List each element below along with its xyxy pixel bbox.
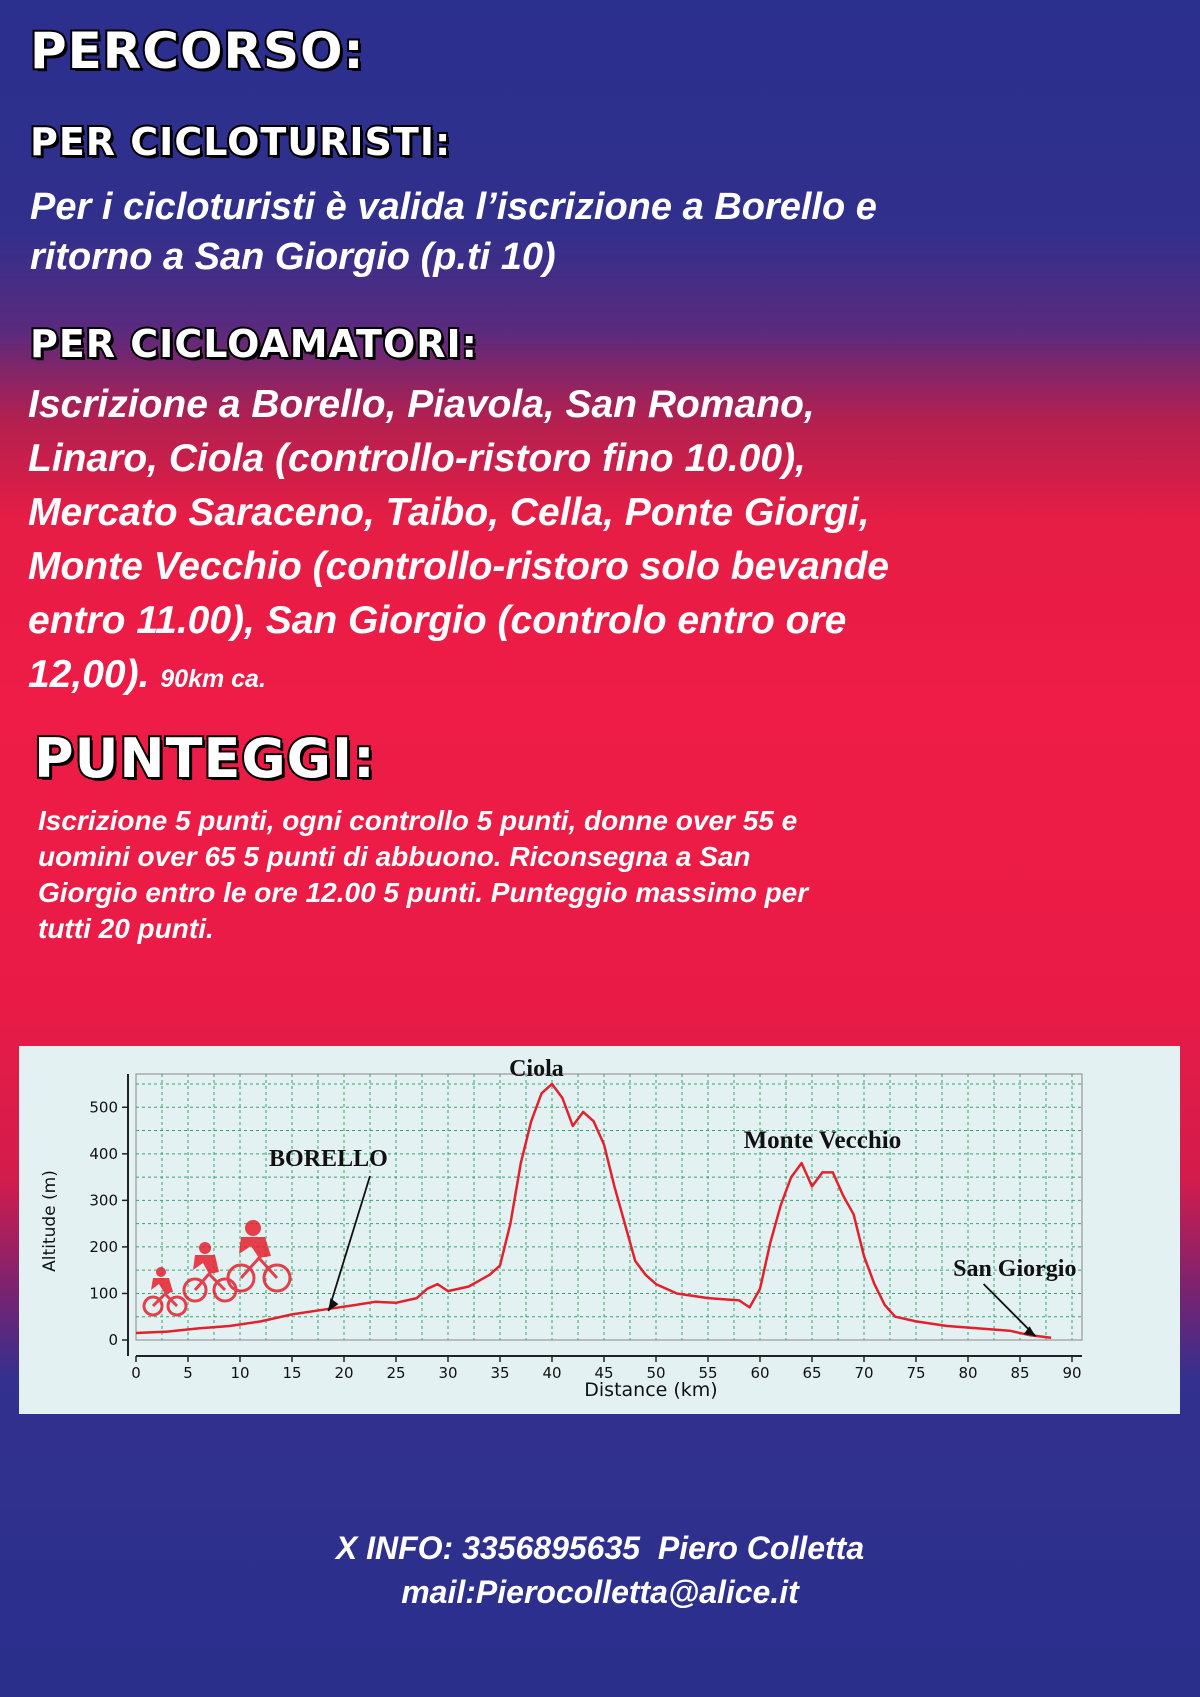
x-tick-label: 30 <box>438 1364 458 1382</box>
annotation-label: Ciola <box>509 1056 564 1082</box>
x-tick-label: 60 <box>750 1364 770 1382</box>
punteggi-text <box>38 803 808 947</box>
plot-frame <box>136 1074 1082 1340</box>
elevation-profile-chart <box>19 1046 1180 1414</box>
cicloamatori-line: entro 11.00), San Giorgio (controlo entro ore <box>28 599 847 642</box>
x-tick-label: 40 <box>542 1364 562 1382</box>
cicloturisti-line-1: Per i cicloturisti è valida l’iscrizione a Borello e <box>30 186 877 228</box>
cicloturisti-text <box>30 182 877 282</box>
punteggi-title: PUNTEGGI: <box>34 727 376 790</box>
x-tick-label: 55 <box>698 1364 718 1382</box>
x-axis-label: Distance (km) <box>584 1379 718 1401</box>
punteggi-line: Giorgio entro le ore 12.00 5 punti. Punteggio massimo per <box>38 877 809 908</box>
y-tick-label: 0 <box>108 1331 118 1349</box>
cicloamatori-line: Linaro, Ciola (controllo-ristoro fino 10.00), <box>28 437 806 480</box>
annotation-label: BORELLO <box>269 1146 388 1172</box>
cicloamatori-line: Mercato Saraceno, Taibo, Cella, Ponte Giorgi, <box>28 491 870 534</box>
x-tick-label: 25 <box>386 1364 406 1382</box>
x-tick-label: 70 <box>854 1364 874 1382</box>
cicloamatori-line: Monte Vecchio (controllo-ristoro solo bevande <box>28 545 889 588</box>
footer-info: X INFO: 3356895635 Piero Colletta <box>335 1530 865 1566</box>
x-tick-label: 15 <box>282 1364 302 1382</box>
elevation-series-line <box>136 1084 1051 1338</box>
cicloamatori-heading: PER CICLOAMATORI: <box>30 322 478 366</box>
cyclists-icon <box>144 1220 290 1315</box>
footer-email[interactable]: mail:Pierocolletta@alice.it <box>401 1574 799 1610</box>
distance-note: 90km ca. <box>160 665 266 693</box>
annotation-label: San Giorgio <box>953 1256 1077 1282</box>
y-tick-label: 500 <box>89 1098 118 1117</box>
cicloturisti-line-2: ritorno a San Giorgio (p.ti 10) <box>30 236 556 278</box>
cicloamatori-line: 12,00). <box>28 653 150 696</box>
x-tick-label: 45 <box>594 1364 614 1382</box>
chart-grid <box>136 1074 1082 1340</box>
cicloturisti-heading: PER CICLOTURISTI: <box>30 120 452 164</box>
percorso-title: PERCORSO: <box>30 22 365 80</box>
chart-tick-labels <box>89 1098 1081 1382</box>
y-tick-label: 200 <box>89 1237 118 1256</box>
annotation-label: Monte Vecchio <box>743 1127 902 1154</box>
x-tick-label: 0 <box>131 1364 141 1382</box>
chart-annotations <box>269 1056 1076 1336</box>
punteggi-line: tutti 20 punti. <box>38 913 214 944</box>
x-tick-label: 20 <box>334 1364 354 1382</box>
punteggi-line: Iscrizione 5 punti, ogni controllo 5 punti, donne over 55 e <box>38 805 798 836</box>
x-tick-label: 65 <box>802 1364 822 1382</box>
x-tick-label: 90 <box>1062 1364 1082 1382</box>
cicloamatori-line: Iscrizione a Borello, Piavola, San Romano, <box>28 383 815 426</box>
punteggi-line: uomini over 65 5 punti di abbuono. Riconsegna a San <box>38 841 751 872</box>
y-axis-label: Altitude (m) <box>40 1170 60 1272</box>
x-tick-label: 75 <box>906 1364 926 1382</box>
x-tick-label: 80 <box>958 1364 978 1382</box>
x-tick-label: 35 <box>490 1364 510 1382</box>
x-tick-label: 50 <box>646 1364 666 1382</box>
y-tick-label: 300 <box>89 1191 118 1210</box>
y-tick-label: 400 <box>89 1144 118 1163</box>
y-tick-label: 100 <box>89 1284 118 1303</box>
cicloamatori-text <box>28 378 889 706</box>
elevation-chart-svg <box>19 1046 1180 1414</box>
borello-arrow <box>328 1176 370 1311</box>
x-tick-label: 5 <box>183 1364 193 1382</box>
x-tick-label: 85 <box>1010 1364 1030 1382</box>
x-tick-label: 10 <box>230 1364 250 1382</box>
